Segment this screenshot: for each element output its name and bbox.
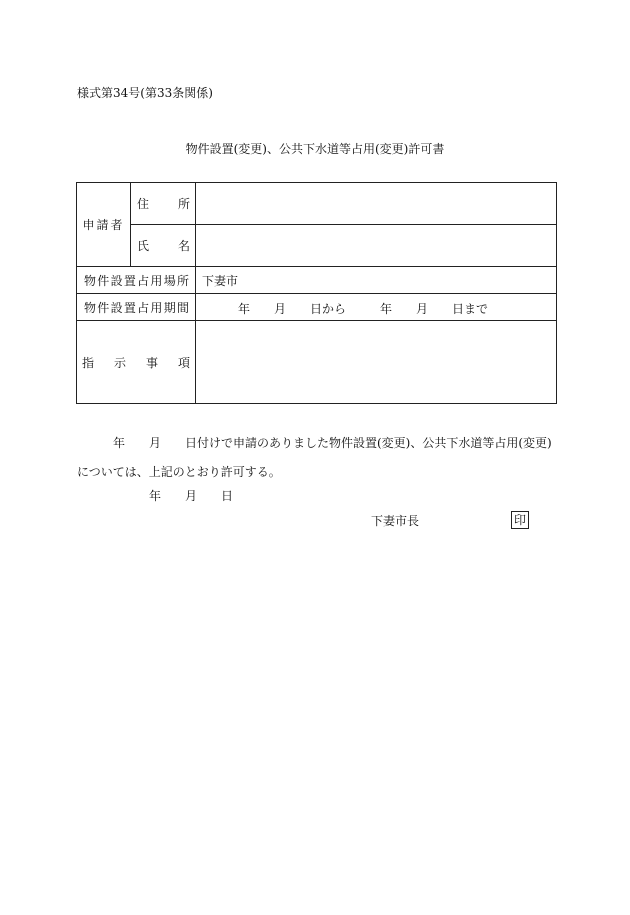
address-label-char: 所: [177, 197, 190, 211]
period-start-year: 年: [238, 302, 251, 316]
place-label-char: 置: [123, 273, 136, 288]
instructions-label: [77, 321, 196, 404]
permit-form-table: [76, 182, 557, 404]
period-end-month: 月: [416, 302, 429, 316]
place-label-char: 用: [150, 273, 163, 288]
period-label-char: 置: [123, 300, 136, 315]
statement-text: 日付けで申請のありました物件設置(変更)、公共下水道等占用(変更): [185, 436, 552, 450]
period-end-day: 日まで: [452, 302, 489, 316]
place-value[interactable]: 下妻市: [196, 267, 557, 294]
document-title: 物件設置(変更)、公共下水道等占用(変更)許可書: [185, 142, 445, 156]
period-row: [77, 294, 557, 321]
address-label: [131, 183, 196, 225]
issue-date-month: 月: [185, 489, 198, 503]
name-label-char: 氏: [137, 239, 150, 253]
period-label-char: 間: [176, 300, 189, 315]
period-label-char: 用: [150, 300, 163, 315]
instructions-value[interactable]: [196, 321, 557, 404]
place-label-char: 件: [97, 273, 110, 288]
place-label: [77, 267, 196, 294]
name-value[interactable]: [196, 225, 557, 267]
place-label-char: 場: [163, 273, 176, 288]
instructions-label-char: 項: [177, 355, 190, 370]
period-label: [77, 294, 196, 321]
place-label-char: 物: [84, 273, 97, 288]
period-end-year: 年: [380, 302, 393, 316]
instructions-label-char: 事: [145, 355, 158, 370]
instructions-row: [77, 321, 557, 404]
period-label-char: 占: [137, 300, 150, 315]
applicant-label: 申請者: [77, 183, 131, 267]
name-row: [77, 225, 557, 267]
address-value[interactable]: [196, 183, 557, 225]
period-label-char: 期: [163, 300, 176, 315]
period-label-char: 設: [110, 300, 123, 315]
period-start-month: 月: [274, 302, 287, 316]
seal-mark: 印: [511, 511, 529, 529]
place-label-char: 占: [137, 273, 150, 288]
period-label-char: 件: [97, 300, 110, 315]
name-label: [131, 225, 196, 267]
address-label-char: 住: [137, 197, 150, 211]
statement-month: 月: [149, 436, 162, 450]
instructions-label-char: 示: [113, 355, 126, 370]
permit-statement-line2: については、上記のとおり許可する。: [77, 465, 281, 479]
name-label-char: 名: [177, 239, 190, 253]
period-value[interactable]: [196, 294, 557, 321]
issue-date-year: 年: [149, 489, 162, 503]
place-label-char: 設: [110, 273, 123, 288]
period-start-day: 日から: [310, 302, 347, 316]
form-number-label: 様式第34号(第33条関係): [77, 86, 213, 100]
period-label-char: 物: [84, 300, 97, 315]
signatory-title: 下妻市長: [371, 514, 420, 528]
place-label-char: 所: [176, 273, 189, 288]
address-row: [77, 183, 557, 225]
place-row: [77, 267, 557, 294]
issue-date-day: 日: [221, 489, 234, 503]
statement-year: 年: [113, 436, 126, 450]
instructions-label-char: 指: [82, 355, 95, 370]
